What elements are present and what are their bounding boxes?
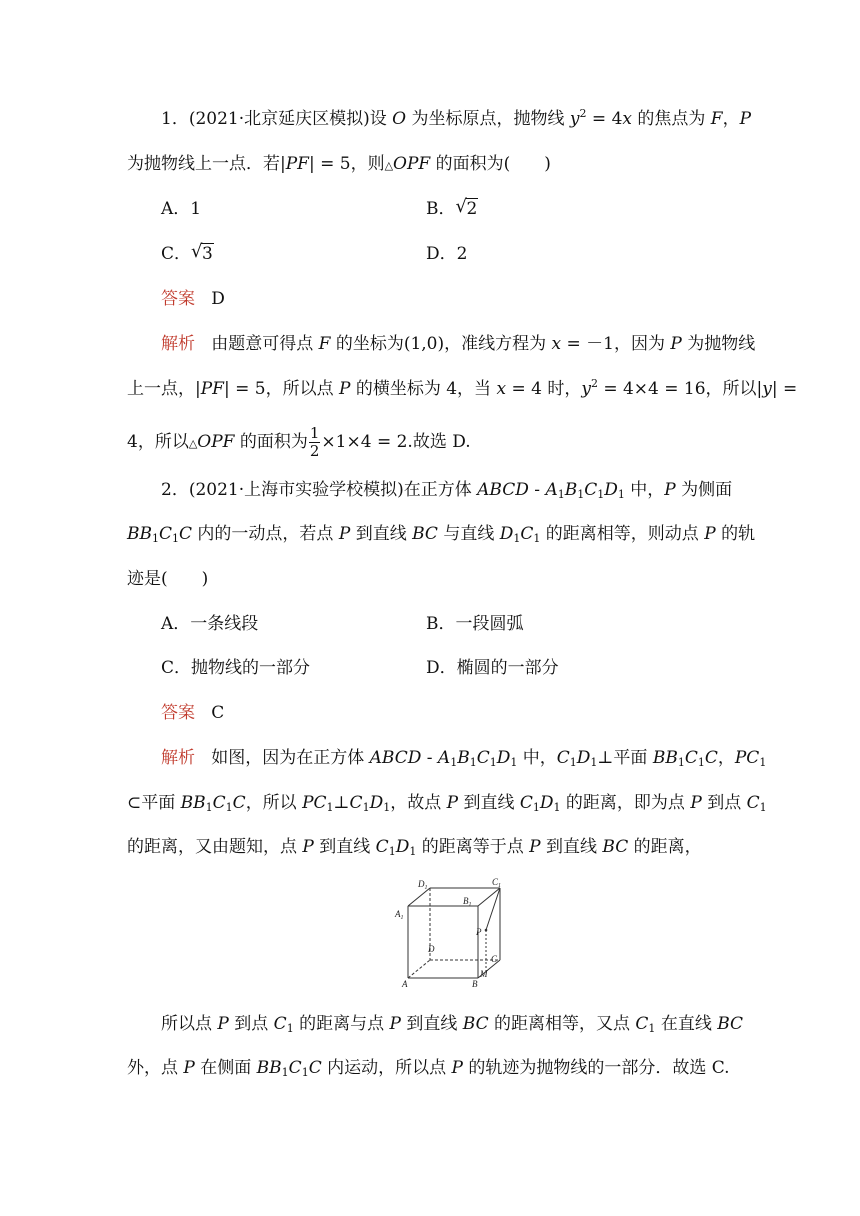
q1-option-a: A．1 [161, 199, 202, 219]
sqrt-symbol: √ 2 [456, 197, 479, 221]
label-c1: $C_1$ [492, 878, 502, 889]
label-b: B [472, 979, 478, 989]
sqrt-symbol: √ 3 [191, 242, 214, 266]
q2-answer: 答案 C [161, 703, 225, 723]
q1-analysis-line1: 解析 由题意可得点 F 的坐标为(1,0)，准线方程为 x = －1，因为 P 为抛物线 [161, 334, 756, 354]
label-d1: $D_1$ [418, 879, 428, 891]
q2-conclusion-line2: 外，点 P 在侧面 $BB_1C_1C$ 内运动，所以点 P 的轨迹为抛物线的一部分．故选 C. [127, 1058, 730, 1079]
answer-label: 答案 [161, 703, 195, 723]
q2-option-c: C．抛物线的一部分 [161, 658, 311, 678]
answer-label: 答案 [161, 289, 195, 309]
cube-diagram [388, 878, 512, 990]
label-p: P [476, 927, 482, 937]
q2-stem-line3: 迹是( ) [127, 569, 209, 589]
analysis-label: 解析 [161, 334, 195, 354]
fraction-one-half: $\frac{1}{2}$ [309, 424, 320, 460]
q2-option-a: A．一条线段 [161, 614, 259, 634]
label-d: D [428, 944, 435, 954]
analysis-label: 解析 [161, 748, 195, 768]
point-p [485, 929, 488, 932]
q2-conclusion-line1: 所以点 P 到点 $C_1$ 的距离与点 P 到直线 BC 的距离相等，又点 $C_1$ 在直线 BC [161, 1014, 744, 1035]
q2-stem-line2: $BB_1C_1C$ 内的一动点，若点 P 到直线 BC 与直线 $D_1C_1$ 的距离相等，则动点 P 的轨 [127, 524, 756, 545]
hidden-edge-a-d [408, 960, 430, 978]
label-a: A [402, 979, 408, 989]
q1-stem-line2: 为抛物线上一点．若|PF| = 5，则△OPF 的面积为( ) [127, 154, 551, 174]
label-b1: $B_1$ [463, 896, 472, 908]
q2-analysis-line3: 的距离，又由题知，点 P 到直线 $C_1D_1$ 的距离等于点 P 到直线 BC 的距离， [127, 837, 702, 858]
q1-analysis-line2: 上一点，|PF| = 5，所以点 P 的横坐标为 4，当 x = 4 时，$y^2 = 4\times 4 = 16$，所以|y| = [127, 377, 798, 399]
q1-option-c: C．√ 3 [161, 242, 214, 266]
q2-analysis-line1: 解析 如图，因为在正方体 ABCD - $A_1B_1C_1D_1$ 中，$C_1D_1\perp$平面 $BB_1C_1C$，$PC_1$ [161, 748, 767, 769]
q1-answer: 答案 D [161, 289, 225, 309]
q2-option-b: B．一段圆弧 [426, 614, 524, 634]
label-c: C [491, 954, 498, 964]
cube-figure [388, 878, 512, 994]
label-a1: $A_1$ [395, 909, 404, 921]
q1-option-b: B．√ 2 [426, 197, 478, 221]
q2-stem-line1: 2．(2021·上海市实验学校模拟)在正方体 ABCD - $A_1B_1C_1D_1$ 中，P 为侧面 [161, 480, 733, 501]
q1-analysis-line3: 4，所以△OPF 的面积为 $\frac{1}{2}$ ×1×4 = 2.故选 D. [127, 424, 471, 460]
q1-stem-line1: 1．(2021·北京延庆区模拟)设 O 为坐标原点，抛物线 $y^2 = 4x$ 的焦点为 F，P [161, 107, 752, 129]
label-m: M [480, 969, 488, 979]
q2-option-d: D．椭圆的一部分 [426, 658, 559, 678]
q1-option-d: D．2 [426, 244, 468, 264]
q2-analysis-line2: ⊂平面 $BB_1C_1C$，所以 $PC_1\perp C_1D_1$，故点 P 到直线 $C_1D_1$ 的距离，即为点 P 到点 $C_1$ [127, 793, 767, 814]
